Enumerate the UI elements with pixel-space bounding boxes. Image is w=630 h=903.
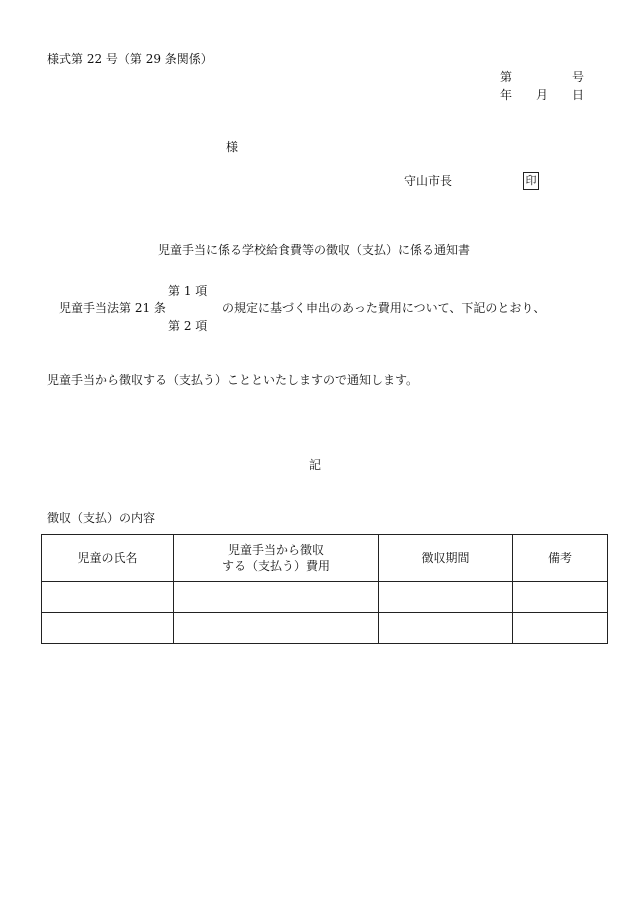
- header-child-name: 児童の氏名: [42, 535, 174, 582]
- seal-mark: 印: [523, 172, 539, 190]
- date-day: 日: [572, 88, 585, 102]
- date-year: 年: [500, 88, 513, 102]
- document-title: 児童手当に係る学校給食費等の徴収（支払）に係る通知書: [158, 243, 471, 257]
- clause-1: 第 1 項: [168, 284, 208, 298]
- form-number: 様式第 22 号（第 29 条関係）: [47, 52, 213, 66]
- header-fee-line1: 児童手当から徴収: [227, 543, 324, 557]
- table-row: [42, 613, 608, 644]
- cell-period: [379, 613, 513, 644]
- clause-2: 第 2 項: [168, 319, 208, 333]
- body-line1-rest: の規定に基づく申出のあった費用について、下記のとおり、: [222, 301, 546, 315]
- table-header-row: [42, 535, 608, 582]
- cell-child-name: [42, 582, 174, 613]
- header-remarks: 備考: [513, 535, 608, 582]
- recipient-suffix: 様: [226, 140, 239, 154]
- cell-fee: [174, 613, 379, 644]
- body-line2: 児童手当から徴収する（支払う）ことといたしますので通知します。: [47, 373, 419, 387]
- issuer-name: 守山市長: [404, 174, 453, 188]
- ki-mark: 記: [309, 458, 322, 472]
- header-fee-line2: する（支払う）費用: [221, 559, 330, 573]
- table-row: [42, 582, 608, 613]
- header-period: 徴収期間: [379, 535, 513, 582]
- cell-period: [379, 582, 513, 613]
- fee-table: [41, 534, 608, 644]
- cell-child-name: [42, 613, 174, 644]
- cell-fee: [174, 582, 379, 613]
- doc-number-suffix: 号: [572, 70, 585, 84]
- law-reference: 児童手当法第 21 条: [59, 301, 166, 315]
- cell-remarks: [513, 582, 608, 613]
- section-heading: 徴収（支払）の内容: [47, 511, 156, 525]
- cell-remarks: [513, 613, 608, 644]
- header-fee: [174, 535, 379, 582]
- date-month: 月: [536, 88, 549, 102]
- doc-number-prefix: 第: [500, 70, 513, 84]
